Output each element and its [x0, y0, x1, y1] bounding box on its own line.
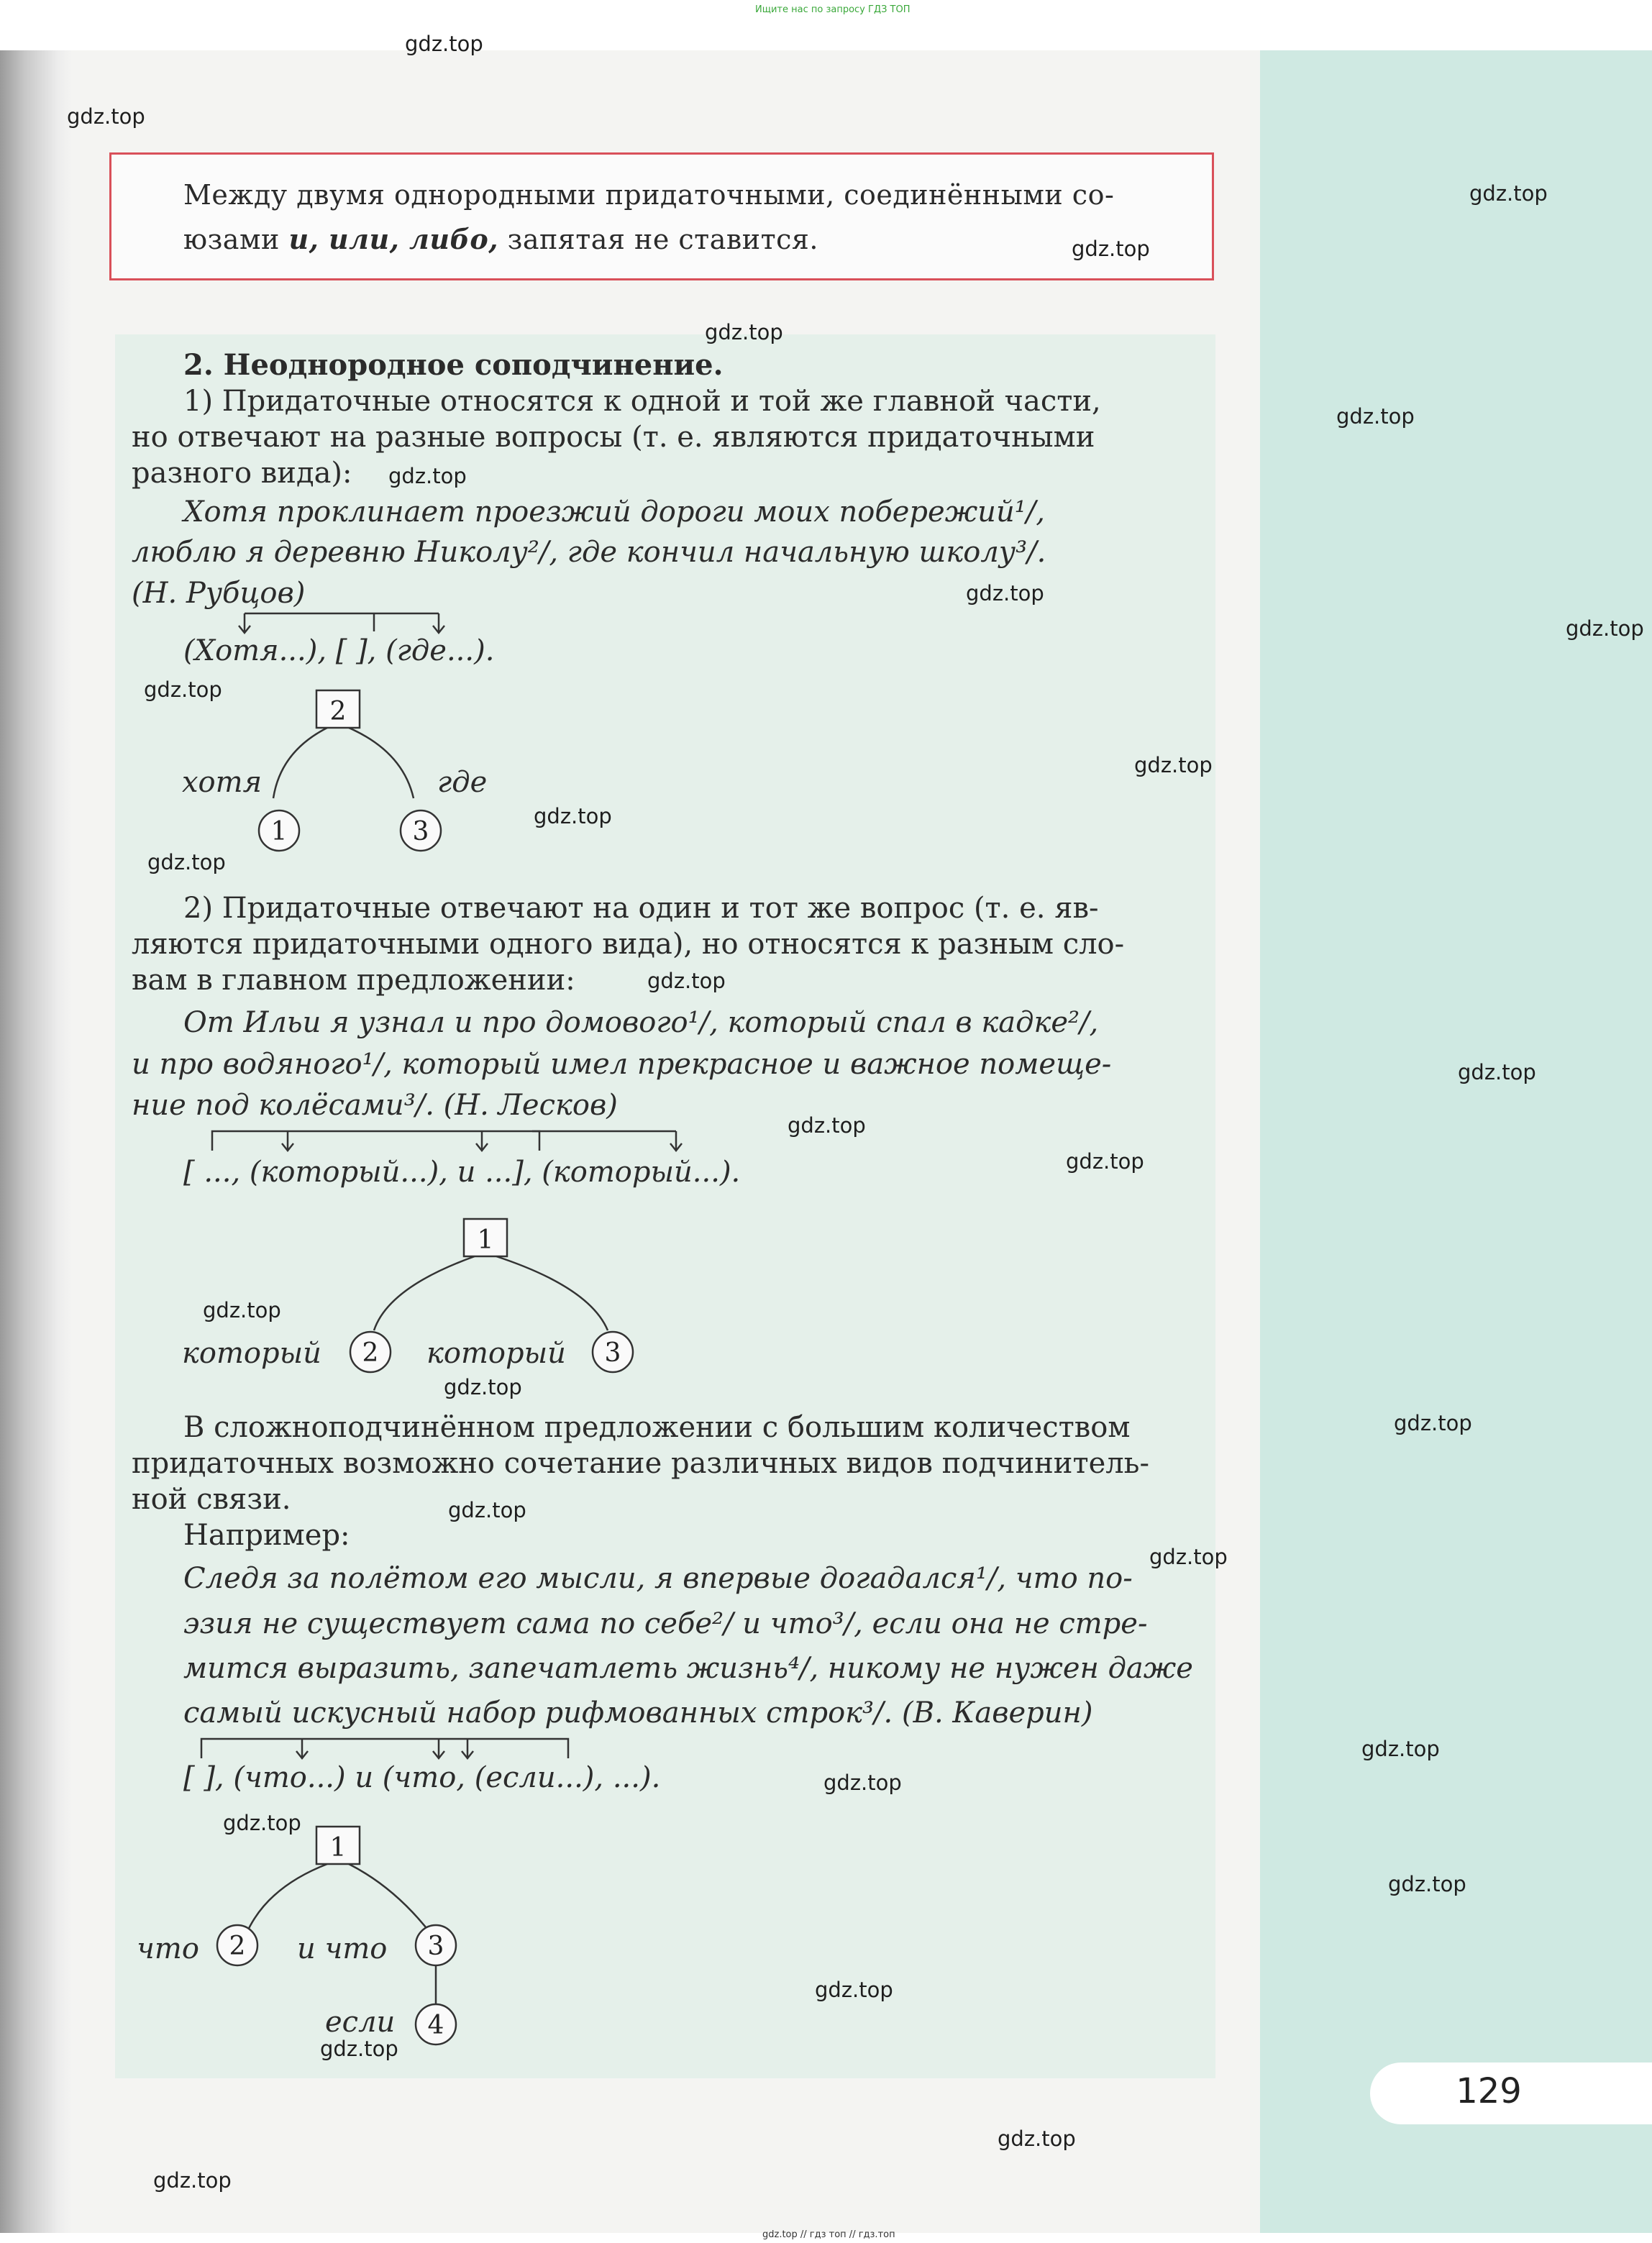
watermark: gdz.top [320, 2037, 398, 2061]
p2-line-1: 2) Придаточные отвечают на один и тот же вопрос (т. е. яв- [183, 892, 1099, 925]
rule-line-2c: запятая не ставится. [498, 224, 818, 255]
watermark: gdz.top [1469, 181, 1548, 206]
p2-line-2: ляются придаточными одного вида), но относятся к разным сло- [132, 928, 1125, 961]
tree2-right-label: который [426, 1337, 566, 1370]
p2-line-3: вам в главном предложении: [132, 964, 575, 997]
watermark: gdz.top [1336, 404, 1415, 429]
watermark: gdz.top [405, 32, 483, 56]
tree1-root: 2 [329, 697, 347, 726]
example3-line-2: эзия не существует сама по себе²/ и что³/, если она не стре- [183, 1607, 1148, 1640]
tree3-root: 1 [329, 1833, 347, 1863]
watermark: gdz.top [823, 1771, 902, 1795]
example2-line-1: От Ильи я узнал и про домового¹/, который спал в кадке²/, [183, 1006, 1099, 1039]
tree2-left-node: 2 [362, 1338, 379, 1368]
scheme1: (Хотя...), [ ], (где...). [183, 634, 495, 667]
rule-conjunctions: и, или, либо, [288, 223, 499, 255]
watermark: gdz.top [705, 320, 783, 344]
example3-line-3: мится выразить, запечатлеть жизнь⁴/, никому не нужен даже [183, 1652, 1193, 1685]
watermark: gdz.top [1066, 1149, 1144, 1174]
watermark: gdz.top [144, 677, 222, 702]
watermark: gdz.top [788, 1113, 866, 1138]
p3-line-3: ной связи. [132, 1483, 291, 1516]
example2-line-2: и про водяного¹/, который имел прекрасное и важное помеще- [132, 1048, 1112, 1081]
tree1-right-label: где [437, 766, 488, 799]
tree3-node-3: 3 [427, 1932, 444, 1961]
p1-line-3: разного вида): [132, 457, 352, 490]
watermark: gdz.top [1149, 1545, 1228, 1569]
tree1-right-node: 3 [412, 817, 429, 846]
watermark: gdz.top [153, 2168, 232, 2193]
watermark: gdz.top [67, 104, 145, 129]
tree3-label-chto: что [137, 1932, 199, 1965]
watermark: gdz.top [647, 969, 726, 993]
watermark: gdz.top [223, 1811, 301, 1835]
scheme3: [ ], (что...) и (что, (если...), ...). [183, 1761, 661, 1794]
tree3-label-esli: если [325, 2006, 396, 2039]
example3-line-4: самый искусный набор рифмованных строк³/. (В. Каверин) [183, 1696, 1093, 1730]
tree3-node-2: 2 [229, 1932, 246, 1961]
p1-line-1: 1) Придаточные относятся к одной и той же главной части, [183, 385, 1101, 418]
p3-line-2: придаточных возможно сочетание различных видов подчинитель- [132, 1447, 1149, 1480]
watermark: gdz.top [1458, 1060, 1536, 1084]
example1-line-2: люблю я деревню Николу²/, где кончил начальную школу³/. [132, 536, 1046, 569]
watermark: gdz.top [998, 2126, 1076, 2151]
rule-line-2a: юзами [183, 224, 289, 255]
watermark: gdz.top [1394, 1411, 1472, 1435]
book-spine [0, 50, 72, 2233]
watermark: gdz.top [966, 581, 1044, 606]
watermark: gdz.top [147, 850, 226, 874]
page-number: 129 [1456, 2071, 1522, 2111]
watermark: gdz.top [1566, 616, 1644, 641]
p3-line-1: В сложноподчинённом предложении с большим количеством [183, 1411, 1131, 1444]
watermark: gdz.top [815, 1978, 893, 2002]
watermark: gdz.top [1361, 1737, 1440, 1761]
watermark: gdz.top [444, 1375, 522, 1399]
example1-author: (Н. Рубцов) [132, 577, 306, 610]
watermark: gdz.top [388, 464, 467, 488]
tree1-left-label: хотя [182, 766, 263, 799]
watermark: gdz.top [1072, 237, 1150, 261]
watermark: gdz.top [1134, 753, 1213, 777]
example3-line-1: Следя за полётом его мысли, я впервые догадался¹/, что по- [183, 1562, 1133, 1595]
watermark: gdz.top [534, 804, 612, 828]
bottom-note: gdz.top // гдз топ // гдз.топ [762, 2229, 895, 2240]
section-heading: 2. Неоднородное соподчинение. [183, 348, 724, 382]
tree3-label-i-chto: и что [297, 1932, 388, 1965]
scheme2: [ ..., (который...), и ...], (который...). [183, 1156, 741, 1189]
tree2-root: 1 [477, 1225, 494, 1255]
page-side-margin [1260, 50, 1652, 2233]
example2-line-3: ние под колёсами³/. (Н. Лесков) [132, 1089, 618, 1122]
watermark: gdz.top [448, 1498, 526, 1522]
top-search-note: Ищите нас по запросу ГДЗ ТОП [755, 4, 911, 15]
tree3-node-4: 4 [427, 2011, 444, 2040]
tree2-left-label: который [182, 1337, 321, 1370]
tree2-right-node: 3 [604, 1338, 621, 1368]
rule-line-1: Между двумя однородными придаточными, соединёнными со- [183, 179, 1115, 211]
p1-line-2: но отвечают на разные вопросы (т. е. являются придаточными [132, 421, 1095, 454]
example-label: Например: [183, 1519, 350, 1552]
rule-text [183, 173, 1190, 262]
tree1-left-node: 1 [270, 817, 288, 846]
example1-line-1: Хотя проклинает проезжий дороги моих побережий¹/, [183, 495, 1045, 529]
watermark: gdz.top [203, 1298, 281, 1322]
watermark: gdz.top [1388, 1872, 1466, 1896]
